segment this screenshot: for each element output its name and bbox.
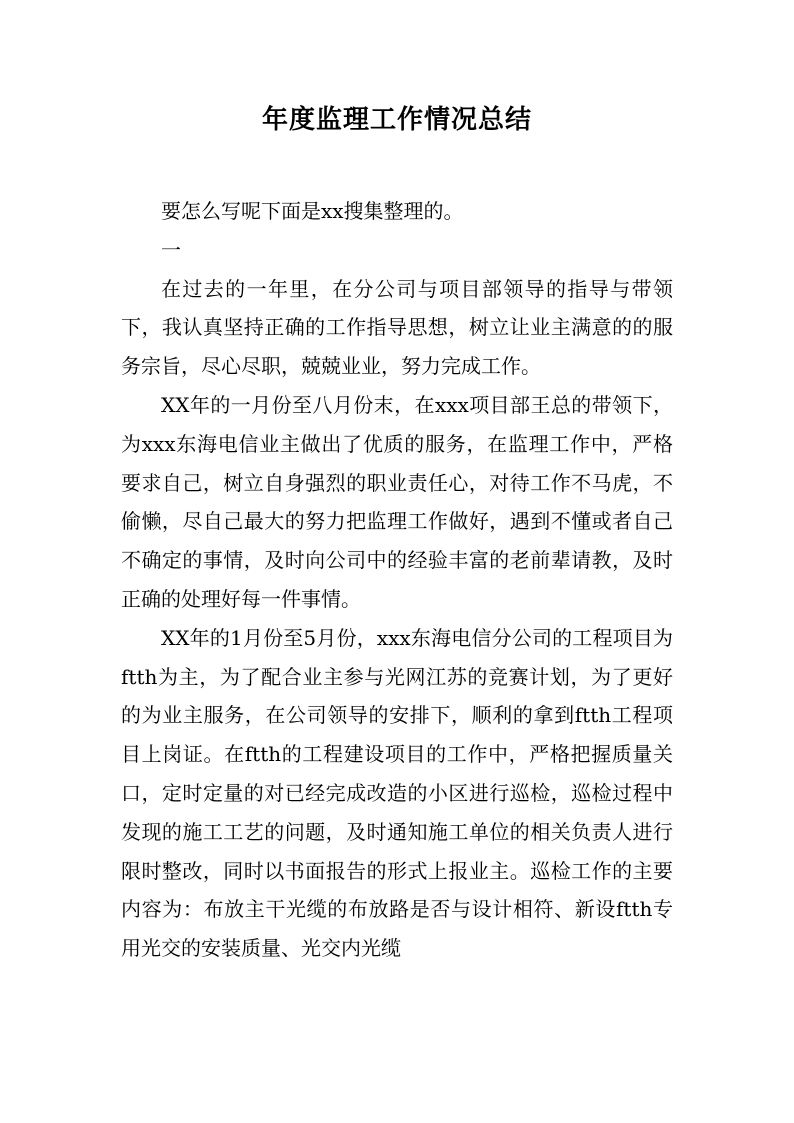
document-title: 年度监理工作情况总结 <box>261 105 532 135</box>
section-number: 一 <box>161 237 181 262</box>
document-body <box>121 192 673 968</box>
body-paragraph: 在过去的一年里，在分公司与项目部领导的指导与带领下，我认真坚持正确的工作指导思想，树立让业主满意的的服务宗旨，尽心尽职，兢兢业业，努力完成工作。 <box>121 276 673 379</box>
body-paragraph: XX年的1月份至5月份，xxx东海电信分公司的工程项目为ftth为主，为了配合业主参与光网江苏的竞赛计划，为了更好的为业主服务，在公司领导的安排下，顺利的拿到ftth工程项目上岗证。在ftth的工程建设项目的工作中，严格把握质量关口，定时定量的对已经完成改造的小区进行巡检，巡检过程中发现的施工工艺的问题，及时通知施工单位的相关负责人进行限时整改，同时以书面报告的形式上报业主。巡检工作的主要内容为：布放主干光缆的布放路是否与设计相符、新设ftth专用光交的安装质量、光交内光缆 <box>121 625 673 961</box>
intro-paragraph: 要怎么写呢下面是xx搜集整理的。 <box>161 199 464 223</box>
body-paragraph: XX年的一月份至八月份末，在xxx项目部王总的带领下，为xxx东海电信业主做出了优质的服务，在监理工作中，严格要求自己，树立自身强烈的职业责任心，对待工作不马虎，不偷懒，尽自己最大的努力把监理工作做好，遇到不懂或者自己不确定的事情，及时向公司中的经验丰富的老前辈请教，及时正确的处理好每一件事情。 <box>121 392 673 611</box>
